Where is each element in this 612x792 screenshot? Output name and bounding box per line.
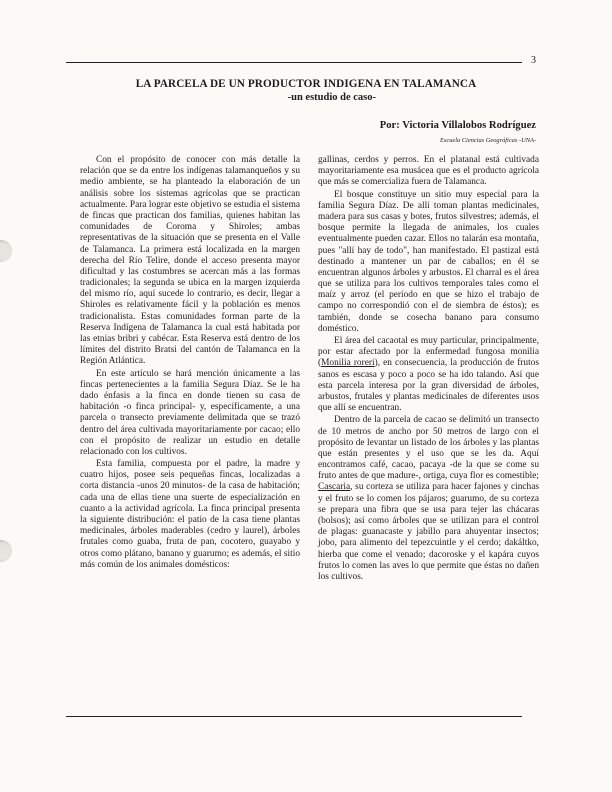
paragraph	[318, 336, 539, 414]
paragraph-text: El área del cacaotal es muy particular, principalmente, por estar afectado por la enfermedad fungosa monilia (	[318, 336, 539, 369]
punch-hole	[0, 540, 12, 562]
paragraph-text: Dentro de la parcela de cacao se delimitó un transecto de 10 metros de ancho por 50 metros de largo con el propósito de levantar un listado de los árboles y las plantas que están presentes y el uso que se les da. Aquí encontramos café, cacao, pacaya -de la que se come su fruto antes de que madure-, ortiga, cuya flor es comestible;	[318, 415, 539, 482]
author-affiliation: Escuela Ciencias Geográficas -UNA-	[439, 137, 536, 144]
punch-hole	[0, 240, 12, 262]
paragraph: El bosque constituye un sitio muy especial para la familia Segura Díaz. De allí toman plantas medicinales, madera para sus casas y botes, frutos silvestres; además, el bosque permite la llegada de animales, los cuales eventualmente pueden cazar. Ellos no talarán esa montaña, pues "allí hay de todo", han manifestado. El pastizal está destinado a mantener un par de caballos; en él se encuentran algunos árboles y arbustos. El charral es el área que se utiliza para los cultivos temporales tales como el maíz y arroz (el período en que se hizo el trabajo de campo no correspondió con el de siembra de éstos); es también, donde se cosecha banano para consumo doméstico.	[318, 189, 539, 334]
paragraph: gallinas, cerdos y perros. En el platanal está cultivada mayoritariamente esa musácea que es el producto agrícola que más se comercializa fuera de Talamanca.	[318, 155, 539, 188]
right-column	[318, 155, 539, 583]
species-name: Cascaria	[318, 482, 351, 493]
paragraph	[318, 415, 539, 583]
paragraph: Esta familia, compuesta por el padre, la madre y cuatro hijos, posee seis pequeñas fincas, localizadas a corta distancia -unos 20 minutos- de la casa de habitación; cada una de ellas tiene una suerte de especialización en cuanto a la actividad agrícola. La finca principal presenta la siguiente distribución: el patio de la casa tiene plantas medicinales, árboles maderables (cedro y laurel), árboles frutales como guaba, fruta de pan, cocotero, guayabo y otros como plátano, banano y guarumo; es además, el sitio más común de los animales domésticos:	[80, 459, 300, 570]
paragraph-text: , su corteza se utiliza para hacer fajones y cinchas y el fruto se lo comen los pájaros; guarumo, de su corteza se prepara una fibra que se usa para tejer las chácaras (bolsos); así como árboles que se utilizan para el control de plagas: guanacaste y jabillo para ahuyentar insectos; jobo, para alimento del tepezcuintle y el cerdo; dakáltko, hierba que come el venado; dacoroske y el kapára cuyos frutos lo comen las aves lo que permite que éstas no dañen los cultivos.	[318, 482, 539, 582]
paragraph-text: ), en consecuencia, la producción de frutos sanos es escasa y poco a poco se ha ido talando. Así que esta parcela interesa por la gran diversidad de árboles, arbustos, frutales y plantas medicinales de diferentes usos que allí se encuentran.	[318, 358, 539, 414]
article-subtitle: -un estudio de caso-	[287, 92, 376, 103]
page-number: 3	[531, 55, 536, 66]
article-title: LA PARCELA DE UN PRODUCTOR INDIGENA EN TALAMANCA	[135, 78, 477, 90]
species-name: Monilia roreri	[321, 358, 375, 369]
header-rule	[66, 62, 522, 63]
paragraph: Con el propósito de conocer con más detalle la relación que se da entre los indígenas talamanqueños y su medio ambiente, se ha planteado la elaboración de un análisis sobre los sistemas agrícolas que se practican actualmente. Para lograr este objetivo se estudia el sistema de fincas que practican dos familias, quienes habitan las comunidades de Coroma y Shiroles; ambas representativas de la situación que se presenta en el Valle de Talamanca. La primera está localizada en la margen derecha del Río Telire, donde el acceso presenta mayor dificultad y las costumbres se acercan más a las formas tradicionales; la segunda se ubica en la margen izquierda del mismo río, aquí sucede lo contrario, es decir, llegar a Shiroles es relativamente fácil y la población es menos tradicionalista. Estas comunidades forman parte de la Reserva Indígena de Talamanca la cual está habitada por las etnias bribri y cabécar. Esta Reserva está dentro de los límites del distrito Bratsi del cantón de Talamanca en la Región Atlántica.	[80, 155, 300, 367]
left-column	[80, 155, 300, 571]
paragraph: En este artículo se hará mención únicamente a las fincas pertenecientes a la familia Segura Díaz. Se le ha dado énfasis a la finca en donde tienen su casa de habitación -o finca principal- y, específicamente, a una parcela o transecto previamente delimitada que se trazó dentro del área cultivada mayoritariamente por cacao; ello con el propósito de realizar un estudio en detalle relacionado con los cultivos.	[80, 368, 300, 457]
footer-rule	[66, 716, 522, 717]
author-byline: Por: Victoria Villalobos Rodríguez	[379, 120, 536, 131]
